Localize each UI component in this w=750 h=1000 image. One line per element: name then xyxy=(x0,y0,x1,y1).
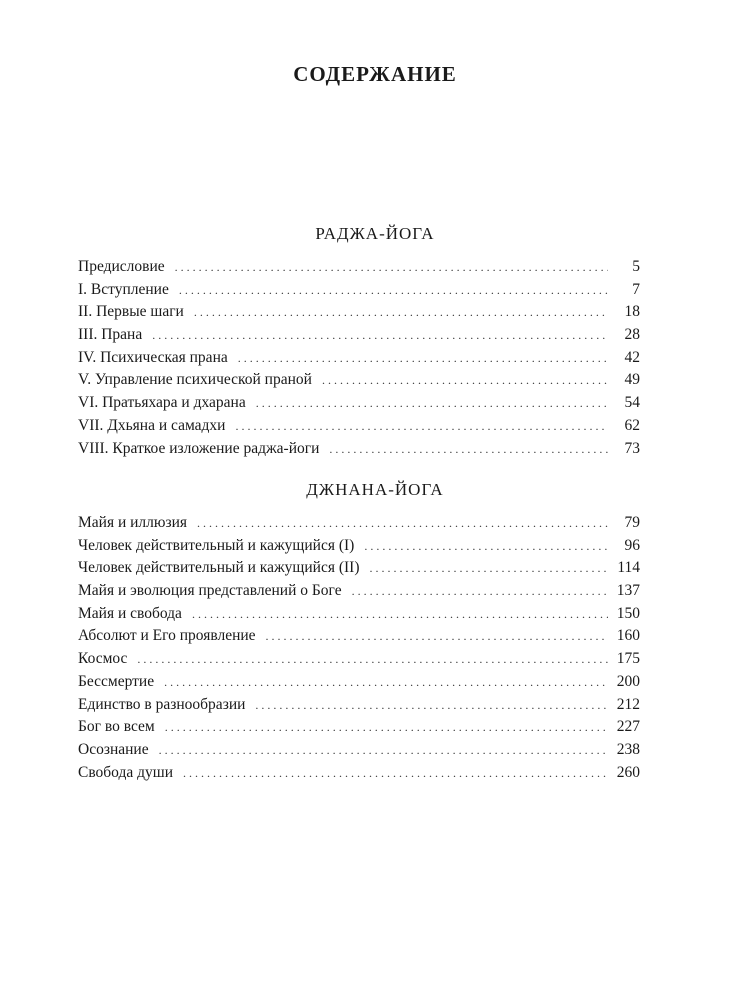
section-heading-jnana-yoga: ДЖНАНА-ЙОГА xyxy=(306,480,444,499)
toc-dot-leader xyxy=(352,580,608,602)
toc-entry-label: IV. Психическая прана xyxy=(78,348,228,366)
toc-dot-leader xyxy=(179,279,608,301)
toc-entry-label: Осознание xyxy=(78,740,149,758)
toc-entry xyxy=(78,671,640,694)
toc-dot-leader xyxy=(159,739,608,761)
toc-dot-leader xyxy=(197,512,608,534)
toc-entry-page-number: 238 xyxy=(616,740,640,758)
section-heading-raja-yoga: РАДЖА-ЙОГА xyxy=(315,224,435,243)
toc-dot-leader xyxy=(364,535,608,557)
toc-entry xyxy=(78,535,640,558)
toc-entry-page-number: 28 xyxy=(624,326,640,344)
toc-entry-label: Бессмертие xyxy=(78,672,155,690)
toc-dot-leader xyxy=(164,671,608,693)
toc-entry-label: Бог во всем xyxy=(78,718,155,736)
toc-entry-label: Человек действительный и кажущийся (II) xyxy=(78,559,360,577)
toc-entry xyxy=(78,762,640,785)
toc-entry-label: VIII. Краткое изложение раджа-йоги xyxy=(78,439,320,457)
toc-entry xyxy=(78,347,640,370)
toc-dot-leader xyxy=(255,694,608,716)
toc-dot-leader xyxy=(137,648,608,670)
toc-entry xyxy=(78,279,640,302)
toc-entry xyxy=(78,739,640,762)
toc-entry-page-number: 137 xyxy=(616,582,640,600)
toc-entry-page-number: 7 xyxy=(632,280,640,298)
toc-entry-page-number: 18 xyxy=(624,303,640,321)
toc-entry xyxy=(78,603,640,626)
toc-entry-label: I. Вступление xyxy=(78,280,169,298)
toc-entry-page-number: 49 xyxy=(624,371,640,389)
toc-dot-leader xyxy=(266,625,608,647)
toc-entry xyxy=(78,369,640,392)
toc-entry xyxy=(78,512,640,535)
toc-entry-page-number: 54 xyxy=(624,394,640,412)
toc-list-jnana-yoga xyxy=(78,512,640,784)
toc-entry xyxy=(78,324,640,347)
toc-entry-page-number: 227 xyxy=(616,718,640,736)
toc-entry-label: Человек действительный и кажущийся (I) xyxy=(78,536,355,554)
toc-list-raja-yoga xyxy=(78,256,640,460)
toc-dot-leader xyxy=(322,369,608,391)
toc-dot-leader xyxy=(175,256,608,278)
toc-dot-leader xyxy=(152,324,608,346)
toc-entry-label: Предисловие xyxy=(78,258,165,275)
toc-dot-leader xyxy=(369,557,608,579)
toc-entry-page-number: 150 xyxy=(616,604,640,622)
toc-entry-label: VI. Пратьяхара и дхарана xyxy=(78,394,246,412)
toc-dot-leader xyxy=(235,415,608,437)
toc-dot-leader xyxy=(194,301,608,323)
toc-entry-page-number: 62 xyxy=(624,416,640,434)
toc-entry xyxy=(78,256,640,279)
toc-entry-page-number: 160 xyxy=(616,627,640,645)
toc-entry xyxy=(78,415,640,438)
toc-entry xyxy=(78,694,640,717)
toc-entry-label: Космос xyxy=(78,650,128,668)
toc-entry xyxy=(78,648,640,671)
toc-entry-page-number: 42 xyxy=(624,348,640,366)
toc-entry-page-number: 200 xyxy=(616,672,640,690)
toc-entry-page-number: 5 xyxy=(632,258,640,275)
toc-entry-label: Свобода души xyxy=(78,763,173,781)
toc-entry-label: Абсолют и Его проявление xyxy=(78,627,256,645)
toc-entry xyxy=(78,557,640,580)
toc-dot-leader xyxy=(165,716,608,738)
toc-entry-page-number: 73 xyxy=(624,439,640,457)
toc-entry-label: VII. Дхьяна и самадхи xyxy=(78,416,226,434)
toc-entry xyxy=(78,716,640,739)
toc-entry-page-number: 79 xyxy=(624,514,640,531)
toc-dot-leader xyxy=(256,392,608,414)
toc-entry-label: Единство в разнообразии xyxy=(78,695,246,713)
toc-dot-leader xyxy=(192,603,608,625)
toc-entry xyxy=(78,438,640,461)
toc-entry-page-number: 175 xyxy=(616,650,640,668)
toc-entry-label: Майя и эволюция представлений о Боге xyxy=(78,582,342,600)
toc-entry xyxy=(78,625,640,648)
toc-dot-leader xyxy=(329,438,608,460)
toc-entry-label: II. Первые шаги xyxy=(78,303,184,321)
toc-entry-page-number: 260 xyxy=(616,763,640,781)
toc-entry xyxy=(78,301,640,324)
toc-entry-label: V. Управление психической праной xyxy=(78,371,312,389)
toc-entry xyxy=(78,392,640,415)
toc-dot-leader xyxy=(183,762,608,784)
toc-entry-page-number: 114 xyxy=(617,559,640,577)
toc-entry-label: III. Прана xyxy=(78,326,143,344)
toc-entry-page-number: 96 xyxy=(624,536,640,554)
toc-dot-leader xyxy=(238,347,608,369)
toc-entry xyxy=(78,580,640,603)
toc-entry-page-number: 212 xyxy=(616,695,640,713)
toc-entry-label: Майя и свобода xyxy=(78,604,182,622)
page-title: СОДЕРЖАНИЕ xyxy=(293,62,457,86)
toc-entry-label: Майя и иллюзия xyxy=(78,514,188,531)
